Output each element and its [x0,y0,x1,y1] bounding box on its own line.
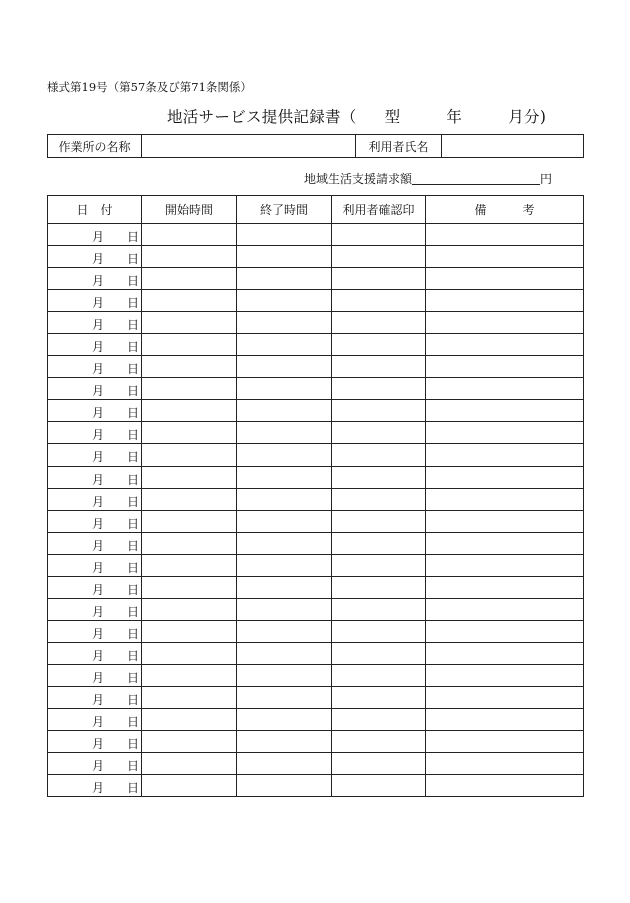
end-time-cell[interactable] [237,444,332,466]
user-seal-cell[interactable] [332,334,426,356]
start-time-cell[interactable] [142,444,237,466]
end-time-cell[interactable] [237,378,332,400]
remarks-cell[interactable] [426,620,584,642]
date-cell[interactable] [48,620,142,642]
remarks-cell[interactable] [426,488,584,510]
day-label: 日 [127,340,140,355]
day-label: 日 [127,715,140,730]
date-cell[interactable] [48,731,142,753]
end-time-cell[interactable] [237,488,332,510]
title-main: 地活サービス提供記録書（ [167,108,357,126]
start-time-cell[interactable] [142,400,237,422]
remarks-cell[interactable] [426,753,584,775]
month-label: 月 [92,362,105,377]
end-time-cell[interactable] [237,268,332,290]
table-row [48,378,584,400]
month-label: 月 [92,781,105,796]
user-seal-cell[interactable] [332,620,426,642]
day-label: 日 [127,604,140,619]
remarks-cell[interactable] [426,576,584,598]
remarks-cell[interactable] [426,290,584,312]
start-time-cell[interactable] [142,753,237,775]
table-row [48,356,584,378]
end-time-cell[interactable] [237,422,332,444]
user-name-label: 利用者氏名 [356,135,442,158]
month-label: 月 [92,759,105,774]
column-header-end-time: 終了時間 [237,196,332,224]
month-label: 月 [92,384,105,399]
user-seal-cell[interactable] [332,642,426,664]
month-label: 月 [92,670,105,685]
end-time-cell[interactable] [237,510,332,532]
day-label: 日 [127,362,140,377]
day-label: 日 [127,472,140,487]
end-time-cell[interactable] [237,753,332,775]
user-seal-cell[interactable] [332,598,426,620]
start-time-cell[interactable] [142,378,237,400]
table-row [48,642,584,664]
month-label: 月 [92,715,105,730]
day-label: 日 [127,494,140,509]
start-time-cell[interactable] [142,532,237,554]
end-time-cell[interactable] [237,466,332,488]
billing-amount-field[interactable] [412,172,540,185]
table-row [48,312,584,334]
user-seal-cell[interactable] [332,554,426,576]
month-label: 月 [92,560,105,575]
billing-amount-unit: 円 [540,172,553,186]
end-time-cell[interactable] [237,686,332,708]
user-seal-cell[interactable] [332,775,426,797]
column-header-start-time: 開始時間 [142,196,237,224]
table-body [48,224,584,797]
end-time-cell[interactable] [237,312,332,334]
column-header-remarks: 備 考 [426,196,584,224]
end-time-cell[interactable] [237,576,332,598]
end-time-cell[interactable] [237,664,332,686]
user-seal-cell[interactable] [332,709,426,731]
day-label: 日 [127,781,140,796]
date-cell[interactable] [48,488,142,510]
user-seal-cell[interactable] [332,290,426,312]
billing-amount-label: 地域生活支援請求額 [304,172,413,186]
table-row [48,709,584,731]
start-time-cell[interactable] [142,686,237,708]
remarks-cell[interactable] [426,642,584,664]
table-row [48,598,584,620]
remarks-cell[interactable] [426,731,584,753]
office-name-label: 作業所の名称 [48,135,142,158]
date-cell[interactable] [48,466,142,488]
day-label: 日 [127,737,140,752]
remarks-cell[interactable] [426,466,584,488]
remarks-cell[interactable] [426,378,584,400]
user-seal-cell[interactable] [332,510,426,532]
remarks-cell[interactable] [426,510,584,532]
remarks-cell[interactable] [426,598,584,620]
end-time-cell[interactable] [237,731,332,753]
table-row [48,576,584,598]
title-year-label: 年 [446,108,463,126]
date-cell[interactable] [48,268,142,290]
start-time-cell[interactable] [142,510,237,532]
month-label: 月 [92,692,105,707]
title-type-suffix: 型 [384,108,401,126]
start-time-cell[interactable] [142,664,237,686]
month-label: 月 [92,252,105,267]
day-label: 日 [127,428,140,443]
start-time-cell[interactable] [142,488,237,510]
end-time-cell[interactable] [237,246,332,268]
month-label: 月 [92,494,105,509]
end-time-cell[interactable] [237,709,332,731]
form-title [167,105,546,127]
month-label: 月 [92,604,105,619]
day-label: 日 [127,230,140,244]
month-label: 月 [92,318,105,333]
title-month-label: 月分) [508,108,547,126]
user-seal-cell[interactable] [332,356,426,378]
billing-amount-row [304,170,552,187]
month-label: 月 [92,406,105,421]
table-row [48,510,584,532]
day-label: 日 [127,296,140,311]
month-label: 月 [92,516,105,531]
start-time-cell[interactable] [142,334,237,356]
end-time-cell[interactable] [237,400,332,422]
user-seal-cell[interactable] [332,224,426,246]
table-row [48,400,584,422]
office-name-field[interactable] [142,135,356,158]
table-row [48,488,584,510]
remarks-cell[interactable] [426,664,584,686]
date-cell[interactable] [48,378,142,400]
header-table [47,134,584,158]
start-time-cell[interactable] [142,466,237,488]
day-label: 日 [127,759,140,774]
month-label: 月 [92,538,105,553]
start-time-cell[interactable] [142,775,237,797]
date-cell[interactable] [48,400,142,422]
table-header-row [48,196,584,224]
remarks-cell[interactable] [426,686,584,708]
remarks-cell[interactable] [426,422,584,444]
date-cell[interactable] [48,422,142,444]
start-time-cell[interactable] [142,312,237,334]
month-label: 月 [92,648,105,663]
column-header-user-seal: 利用者確認印 [332,196,426,224]
day-label: 日 [127,252,140,267]
date-cell[interactable] [48,709,142,731]
remarks-cell[interactable] [426,334,584,356]
user-seal-cell[interactable] [332,488,426,510]
end-time-cell[interactable] [237,554,332,576]
start-time-cell[interactable] [142,224,237,246]
start-time-cell[interactable] [142,576,237,598]
day-label: 日 [127,450,140,465]
date-cell[interactable] [48,576,142,598]
end-time-cell[interactable] [237,775,332,797]
table-row [48,268,584,290]
remarks-cell[interactable] [426,709,584,731]
date-cell[interactable] [48,444,142,466]
user-seal-cell[interactable] [332,731,426,753]
start-time-cell[interactable] [142,246,237,268]
table-row [48,775,584,797]
start-time-cell[interactable] [142,620,237,642]
user-seal-cell[interactable] [332,444,426,466]
user-name-field[interactable] [442,135,584,158]
start-time-cell[interactable] [142,709,237,731]
end-time-cell[interactable] [237,532,332,554]
start-time-cell[interactable] [142,268,237,290]
table-row [48,444,584,466]
remarks-cell[interactable] [426,246,584,268]
start-time-cell[interactable] [142,731,237,753]
date-cell[interactable] [48,356,142,378]
remarks-cell[interactable] [426,554,584,576]
month-label: 月 [92,274,105,289]
user-seal-cell[interactable] [332,664,426,686]
user-seal-cell[interactable] [332,576,426,598]
date-cell[interactable] [48,775,142,797]
date-cell[interactable] [48,532,142,554]
date-cell[interactable] [48,290,142,312]
month-label: 月 [92,626,105,641]
start-time-cell[interactable] [142,422,237,444]
user-seal-cell[interactable] [332,466,426,488]
month-label: 月 [92,737,105,752]
table-row [48,422,584,444]
user-seal-cell[interactable] [332,378,426,400]
start-time-cell[interactable] [142,598,237,620]
end-time-cell[interactable] [237,642,332,664]
table-row [48,686,584,708]
month-label: 月 [92,472,105,487]
end-time-cell[interactable] [237,620,332,642]
remarks-cell[interactable] [426,312,584,334]
day-label: 日 [127,274,140,289]
month-label: 月 [92,582,105,597]
date-cell[interactable] [48,642,142,664]
remarks-cell[interactable] [426,400,584,422]
day-label: 日 [127,692,140,707]
remarks-cell[interactable] [426,532,584,554]
day-label: 日 [127,538,140,553]
form-number: 様式第19号（第57条及び第71条関係） [47,80,252,94]
month-label: 月 [92,296,105,311]
month-label: 月 [92,428,105,443]
end-time-cell[interactable] [237,224,332,246]
date-cell[interactable] [48,598,142,620]
column-header-date: 日 付 [48,196,142,224]
month-label: 月 [92,230,105,244]
date-cell[interactable] [48,246,142,268]
table-row [48,753,584,775]
remarks-cell[interactable] [426,224,584,246]
start-time-cell[interactable] [142,642,237,664]
end-time-cell[interactable] [237,356,332,378]
start-time-cell[interactable] [142,290,237,312]
user-seal-cell[interactable] [332,753,426,775]
date-cell[interactable] [48,334,142,356]
table-row [48,290,584,312]
remarks-cell[interactable] [426,356,584,378]
table-row [48,731,584,753]
user-seal-cell[interactable] [332,246,426,268]
start-time-cell[interactable] [142,554,237,576]
remarks-cell[interactable] [426,268,584,290]
day-label: 日 [127,626,140,641]
user-seal-cell[interactable] [332,422,426,444]
date-cell[interactable] [48,753,142,775]
day-label: 日 [127,560,140,575]
date-cell[interactable] [48,312,142,334]
table-row [48,532,584,554]
user-seal-cell[interactable] [332,686,426,708]
day-label: 日 [127,582,140,597]
table-row [48,224,584,246]
user-seal-cell[interactable] [332,400,426,422]
day-label: 日 [127,516,140,531]
table-row [48,246,584,268]
table-row [48,334,584,356]
user-seal-cell[interactable] [332,268,426,290]
remarks-cell[interactable] [426,775,584,797]
remarks-cell[interactable] [426,444,584,466]
day-label: 日 [127,648,140,663]
end-time-cell[interactable] [237,598,332,620]
end-time-cell[interactable] [237,290,332,312]
date-cell[interactable] [48,664,142,686]
table-row [48,466,584,488]
user-seal-cell[interactable] [332,312,426,334]
day-label: 日 [127,318,140,333]
date-cell[interactable] [48,554,142,576]
day-label: 日 [127,670,140,685]
month-label: 月 [92,450,105,465]
day-label: 日 [127,406,140,421]
date-cell[interactable] [48,224,142,246]
table-row [48,554,584,576]
date-cell[interactable] [48,510,142,532]
month-label: 月 [92,340,105,355]
date-cell[interactable] [48,686,142,708]
user-seal-cell[interactable] [332,532,426,554]
end-time-cell[interactable] [237,334,332,356]
table-row [48,664,584,686]
start-time-cell[interactable] [142,356,237,378]
service-record-table [47,195,584,797]
table-row [48,620,584,642]
day-label: 日 [127,384,140,399]
